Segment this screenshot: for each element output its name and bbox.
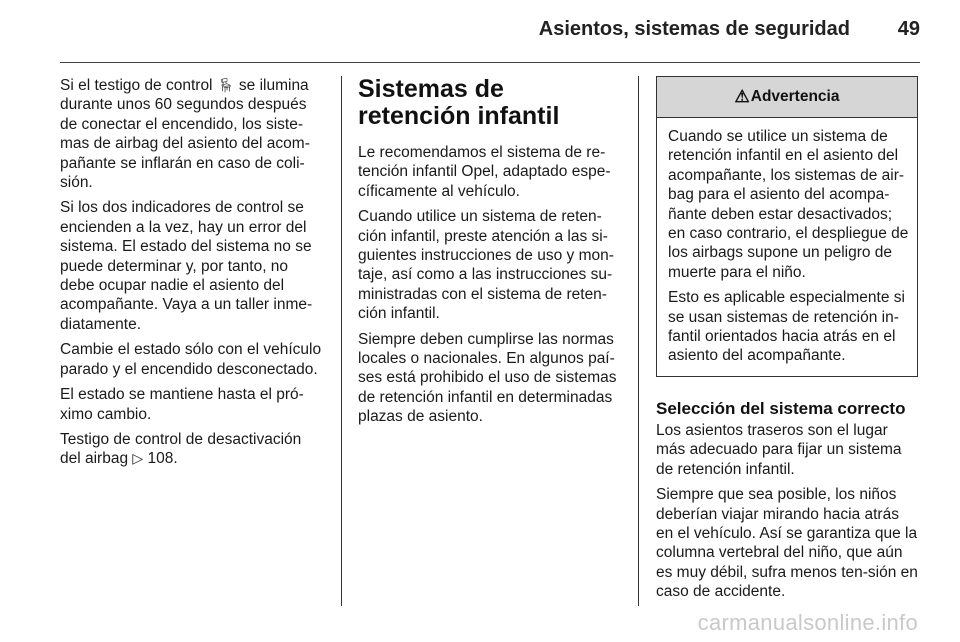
paragraph: Si el testigo de control 🪑︎ se ilumina durante unos 60 segundos después de conectar el encendido, los siste-mas de airbag del asiento del acom-pañante se inflarán en caso de coli-sión. <box>60 77 310 192</box>
paragraph: Siempre que sea posible, los niños deberían viajar mirando hacia atrás en el vehículo. Así se garantiza que la columna vertebral del niño, que aún es muy débil, sufra menos ten-sión en caso de accidente. <box>656 486 918 601</box>
column-left <box>60 76 326 475</box>
column-divider <box>341 76 342 606</box>
paragraph: Los asientos traseros son el lugar más adecuado para fijar un sistema de retención infantil. <box>656 421 902 478</box>
page-number: 49 <box>897 18 920 40</box>
warning-triangle-icon: ⚠︎ <box>734 87 750 106</box>
paragraph: Le recomendamos el sistema de re-tención infantil Opel, adaptado espe-cíficamente al vehículo. <box>358 144 611 200</box>
page-header <box>60 0 920 63</box>
column-middle <box>358 76 622 433</box>
paragraph: Esto es aplicable especialmente si se usan sistemas de retención in-fantil orientados hacia atrás en el asiento del acompañante. <box>668 289 905 365</box>
warning-title: Advertencia <box>750 88 840 105</box>
warning-body <box>657 118 917 376</box>
column-divider <box>638 76 639 606</box>
paragraph: Cuando se utilice un sistema de retención infantil en el asiento del acompañante, los sistemas de air-bag para el asiento del acompa-ñante deben estar desactivados; en caso contrario, el despliegue de los airbags supone un peligro de muerte para el niño. <box>668 128 909 281</box>
warning-box <box>656 76 918 377</box>
paragraph: Si los dos indicadores de control se encienden a la vez, hay un error del sistema. El estado del sistema no se puede determinar y, por tanto, no debe ocupar nadie el asiento del acompañante. Vaya a un taller inme-diatamente. <box>60 199 313 333</box>
paragraph: Cuando utilice un sistema de reten-ción infantil, preste atención a las si-guientes instrucciones de uso y mon-taje, así como a las instrucciones su-ministradas con el sistema de reten-ción infantil. <box>358 208 614 323</box>
reference-arrow-icon: ▷ <box>132 450 144 467</box>
section-title: Sistemas de retención infantil <box>358 75 560 130</box>
column-right <box>656 76 918 608</box>
airbag-off-icon: 🪑︎ <box>216 77 235 93</box>
paragraph: Siempre deben cumplirse las normas locales o nacionales. En algunos paí-ses está prohibido el uso de sistemas de retención infantil en determinadas plazas de asiento. <box>358 330 617 426</box>
subsection-title: Selección del sistema correcto <box>656 398 906 418</box>
watermark: carmanualsonline.info <box>697 610 918 635</box>
warning-header <box>657 77 917 118</box>
header-title: Asientos, sistemas de seguridad <box>538 18 850 40</box>
paragraph: Testigo de control de desactivación del airbag ▷ 108. <box>60 430 302 468</box>
paragraph: Cambie el estado sólo con el vehículo parado y el encendido desconectado. <box>60 341 322 378</box>
paragraph: El estado se mantiene hasta el pró-ximo cambio. <box>60 386 304 423</box>
